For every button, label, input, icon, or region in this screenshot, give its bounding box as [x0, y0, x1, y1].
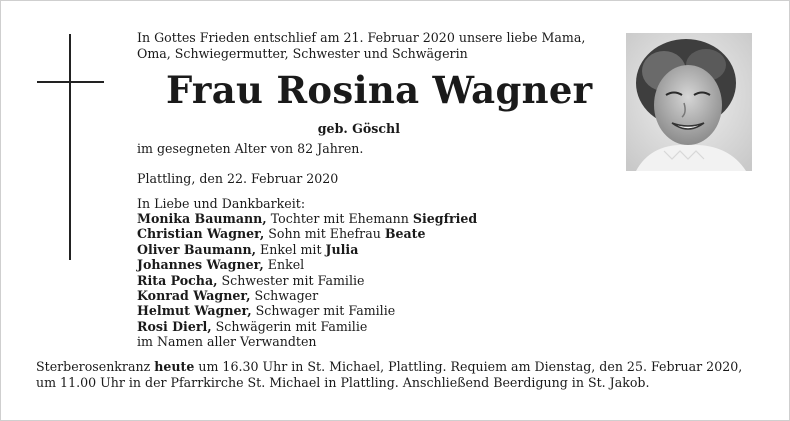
portrait-image	[626, 33, 752, 171]
mourner-entry	[137, 226, 477, 241]
mourner-name: Oliver Baumann,	[137, 241, 257, 257]
mourner-entry	[137, 319, 477, 334]
mourner-relation: im Namen aller Verwandten	[137, 334, 317, 350]
mourner-name: Rosi Dierl,	[137, 318, 212, 334]
mourner-entry	[137, 211, 477, 226]
service-info	[36, 359, 756, 390]
mourner-relation: Schwager mit Familie	[251, 303, 396, 319]
mourner-name: Monika Baumann,	[137, 211, 267, 226]
mourner-relation: Enkel mit	[256, 241, 326, 257]
mourner-entry	[137, 334, 477, 349]
mourner-partner: Julia	[325, 241, 359, 257]
deceased-name: Frau Rosina Wagner	[166, 68, 593, 112]
mourner-relation: Sohn mit Ehefrau	[264, 226, 385, 242]
mourner-entry	[137, 273, 477, 288]
mourner-entry	[137, 303, 477, 318]
thanks-label: In Liebe und Dankbarkeit:	[137, 196, 306, 211]
mourner-partner: Siegfried	[412, 211, 478, 226]
portrait-photo	[626, 33, 752, 171]
mourner-partner: Beate	[384, 226, 426, 242]
mourner-relation: Schwester mit Familie	[217, 272, 365, 288]
mourner-name: Rita Pocha,	[137, 272, 218, 288]
mourners-list	[137, 211, 477, 350]
cross-horizontal-bar	[37, 81, 104, 83]
intro-line-1: In Gottes Frieden entschlief am 21. Februar 2020 unsere liebe Mama,	[137, 30, 586, 45]
mourner-name: Johannes Wagner,	[137, 257, 264, 273]
mourner-entry	[137, 257, 477, 272]
birth-name: geb. Göschl	[317, 121, 400, 136]
mourner-relation: Schwager	[250, 288, 319, 304]
mourner-relation: Tochter mit Ehemann	[266, 211, 413, 226]
place-date: Plattling, den 22. Februar 2020	[137, 171, 339, 186]
cross-vertical-bar	[69, 34, 71, 260]
service-text-bold: heute	[154, 359, 195, 374]
intro-line-2: Oma, Schwiegermutter, Schwester und Schwägerin	[137, 45, 468, 61]
mourner-name: Christian Wagner,	[137, 226, 265, 242]
mourner-entry	[137, 242, 477, 257]
age-line: im gesegneten Alter von 82 Jahren.	[137, 141, 364, 156]
service-text-part1: Sterberosenkranz	[36, 359, 155, 374]
mourner-relation: Schwägerin mit Familie	[211, 318, 368, 334]
mourner-relation: Enkel	[263, 257, 305, 273]
intro-text	[137, 30, 585, 61]
mourner-entry	[137, 288, 477, 303]
service-text-part2: um 16.30 Uhr in St. Michael, Plattling. Requiem am Dienstag, den 25. Februar 2020, um 11.00 Uhr in der Pfarrkirche St. Michael in Plattling. Anschließend Beerdigung in St. Jakob.	[36, 359, 743, 390]
mourner-name: Konrad Wagner,	[137, 288, 251, 304]
mourner-name: Helmut Wagner,	[137, 303, 252, 319]
